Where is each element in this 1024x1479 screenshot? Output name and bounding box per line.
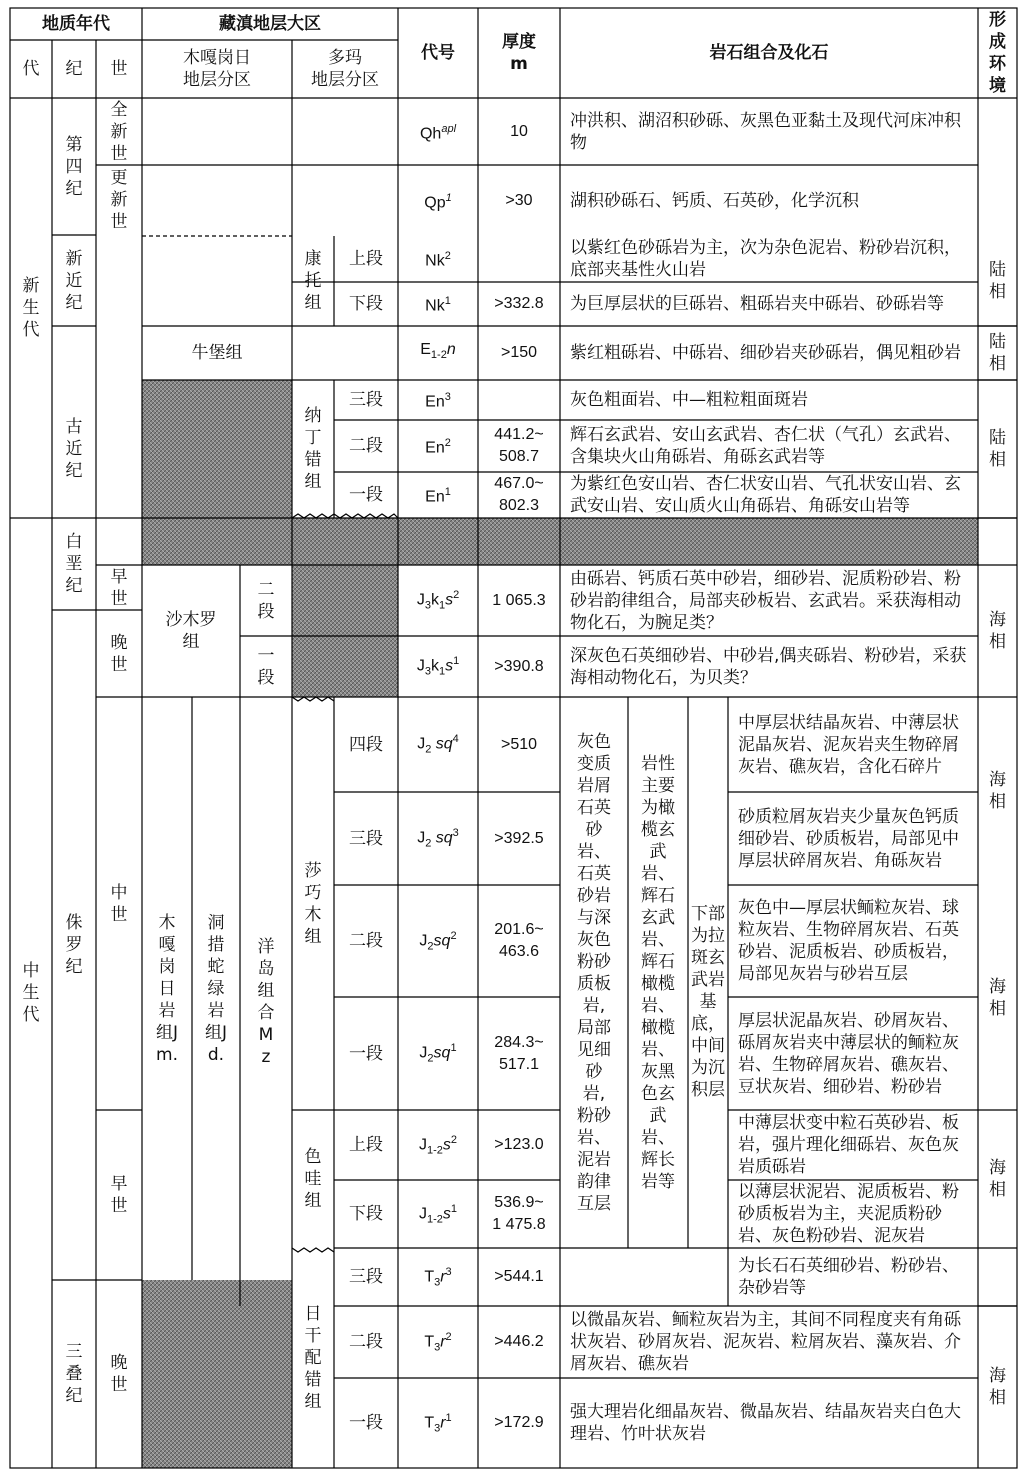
unit-sq-3: 三段 [349, 828, 383, 849]
env-sewa: 海相 [989, 1158, 1006, 1200]
env-neogene: 陆相 [989, 260, 1006, 302]
unit-sewa: 色哇组 [304, 1147, 322, 1211]
code-sq1: $J_2sq^1$ [419, 1042, 457, 1065]
unit-shamuluo-2: 二段 [257, 579, 275, 622]
lithology-yangdao: 下部为拉斑玄武岩基底，中间为沉积层 [691, 903, 725, 1100]
epoch-late-jurassic: 晚世 [110, 632, 128, 675]
code-r1: $T_3r^1$ [424, 1411, 452, 1435]
epoch-holocene: 全新世 [110, 99, 128, 164]
period-cretaceous: 白垩纪 [65, 532, 83, 596]
thickness-r3: >544.1 [494, 1268, 544, 1285]
unit-nading-1: 一段 [349, 485, 383, 505]
header-env: 形成环境 [989, 10, 1006, 96]
unit-shamuluo: 沙木罗组 [165, 610, 217, 652]
period-paleogene: 古近纪 [65, 417, 83, 481]
unit-nading-2: 二段 [349, 436, 383, 456]
unit-shamuluo-1: 一段 [257, 645, 275, 688]
header-lithology: 岩石组合及化石 [709, 43, 829, 63]
lithology-r2: 以微晶灰岩、鲕粒灰岩为主，其间不同程度夹有角砾状灰岩、砂屑灰岩、泥灰岩、粒屑灰岩、藻灰岩、介屑灰岩、礁灰岩 [570, 1310, 961, 1374]
lithology-mugagangri: 灰色变质岩屑石英砂岩、石英砂岩与深灰色粉砂质板岩,局部见细砂岩,粉砂岩、泥岩韵律互层 [577, 731, 611, 1214]
thickness-r2: >446.2 [494, 1333, 544, 1350]
thickness-en2: 441.2~ 508.7 [494, 426, 544, 465]
header-muga: 木嘎岗日 地层分区 [183, 48, 251, 90]
epoch-pleistocene: 更新世 [110, 168, 128, 232]
code-j3k1s1: $J_3k_1s^1$ [416, 655, 460, 678]
thickness-j3k1s2: 1 065.3 [492, 591, 546, 609]
code-en1: En$^1$ [425, 486, 451, 506]
unit-kangtuo-upper: 上段 [349, 249, 383, 269]
lithology-sq2: 灰色中—厚层状鲕粒灰岩、球粒灰岩、生物碎屑灰岩、石英砂岩、泥质板岩、砂质板岩，局部见灰岩与砂岩互层 [738, 898, 959, 984]
lithology-dongcuo: 岩性主要为橄榄玄武岩、辉石玄武岩、辉石橄榄岩、橄榄岩、灰黑色玄武岩、辉长岩等 [641, 753, 675, 1192]
code-r2: $T_3r^2$ [424, 1330, 452, 1354]
unit-sewa-lower: 下段 [349, 1204, 383, 1224]
env-sq-upper: 海相 [989, 770, 1006, 812]
header-duoma: 多玛 地层分区 [311, 48, 379, 90]
thickness-sq1: 284.3~ 517.1 [494, 1033, 544, 1073]
era-cenozoic: 新生代 [22, 276, 40, 340]
lithology-r3: 为长石石英细砂岩、粉砂岩、杂砂岩等 [738, 1256, 959, 1298]
lithology-j3k1s2: 由砾岩、钙质石英中砂岩，细砂岩、泥质粉砂岩、粉砂岩韵律组合，局部夹砂板岩、玄武岩。采获海相动物化石，为腕足类？ [570, 568, 961, 633]
code-s2: $J_{1-2}s^2$ [418, 1133, 458, 1157]
env-riganpei: 海相 [989, 1366, 1006, 1408]
code-e12n: $E_{1-2}n$ [420, 341, 456, 362]
code-sq4: $J_2$ $sq^4$ [417, 733, 459, 756]
unit-sq-1: 一段 [349, 1043, 383, 1064]
header-epoch: 世 [110, 59, 128, 79]
unit-kangtuo-lower: 下段 [349, 294, 383, 314]
unit-sq-2: 二段 [349, 931, 383, 951]
lithology-sq3: 砂质粒屑灰岩夹少量灰色钙质细砂岩、砂质板岩，局部见中厚层状碎屑灰岩、角砾灰岩 [738, 806, 959, 871]
lithology-nk1: 为巨厚层状的巨砾岩、粗砾岩夹中砾岩、砂砾岩等 [570, 294, 944, 314]
unit-r-3: 三段 [349, 1267, 383, 1287]
lithology-r1: 强大理岩化细晶灰岩、微晶灰岩、结晶灰岩夹白色大理岩、竹叶状灰岩 [570, 1402, 961, 1444]
lithology-j3k1s1: 深灰色石英细砂岩、中砂岩,偶夹砾岩、粉砂岩，采获海相动物化石，为贝类？ [570, 645, 967, 688]
code-s1: $J_{1-2}s^1$ [418, 1202, 458, 1226]
code-sq2: $J_2sq^2$ [419, 929, 457, 953]
env-shamuluo: 海相 [989, 610, 1006, 652]
period-neogene: 新近纪 [65, 248, 83, 313]
hatch-block [142, 1280, 292, 1468]
thickness-nk1: >332.8 [494, 295, 544, 312]
header-code: 代号 [421, 43, 455, 63]
thickness-sq2: 201.6~ 463.6 [494, 921, 544, 960]
thickness-s2: >123.0 [494, 1136, 544, 1153]
lithology-en3: 灰色粗面岩、中—粗粒粗面斑岩 [570, 390, 808, 410]
code-nk2: Nk$^2$ [425, 250, 451, 270]
lithology-nk2: 以紫红色砂砾岩为主，次为杂色泥岩、粉砂岩沉积，底部夹基性火山岩 [570, 238, 961, 280]
thickness-qh: 10 [510, 122, 528, 140]
unit-sewa-upper: 上段 [349, 1135, 383, 1155]
unit-r-1: 一段 [349, 1413, 383, 1433]
code-j3k1s2: $J_3k_1s^2$ [416, 589, 460, 612]
lithology-sq1: 厚层状泥晶灰岩、砂屑灰岩、砾屑灰岩夹中薄层状的鲕粒灰岩、生物碎屑灰岩、礁灰岩、豆状灰岩、细砂岩、粉砂岩 [738, 1010, 959, 1097]
thickness-qp: >30 [505, 191, 533, 209]
env-nading: 陆相 [989, 428, 1006, 470]
lithology-s2: 中薄层状变中粒石英砂岩、板岩，强片理化细砾岩、灰色灰岩质砾岩 [738, 1113, 959, 1177]
unit-sq-4: 四段 [349, 734, 383, 755]
header-period: 纪 [65, 59, 83, 79]
unit-niubao: 牛堡组 [191, 343, 243, 363]
epoch-late-triassic: 晚世 [110, 1353, 128, 1395]
unit-shaqiaomu: 莎巧木组 [304, 860, 322, 947]
hatch-block [292, 565, 398, 697]
lithology-s1: 以薄层状泥岩、泥质板岩、粉砂质板岩为主，夹泥质粉砂岩、灰色粉砂岩、泥灰岩 [738, 1182, 959, 1246]
code-en3: En$^3$ [425, 391, 451, 411]
header-era: 代 [22, 59, 40, 79]
lithology-sq4: 中厚层状结晶灰岩、中薄层状泥晶灰岩、泥灰岩夹生物碎屑灰岩、礁灰岩，含化石碎片 [738, 712, 959, 777]
lithology-qh: 冲洪积、湖沼积砂砾、灰黑色亚黏土及现代河床冲积物 [570, 110, 961, 153]
lithology-en2: 辉石玄武岩、安山玄武岩、杏仁状（气孔）玄武岩、含集块火山角砾岩、角砾玄武岩等 [570, 425, 961, 467]
thickness-r1: >172.9 [494, 1414, 544, 1431]
period-quaternary: 第四纪 [65, 134, 83, 199]
lithology-en1: 为紫红色安山岩、杏仁状安山岩、气孔状安山岩、玄武安山岩、安山质火山角砾岩、角砾安山岩等 [570, 474, 961, 516]
unit-dongcuo: 洞措蛇绿岩组Jd. [205, 912, 228, 1065]
thickness-s1: 536.9~ 1 475.8 [492, 1194, 546, 1233]
epoch-early-jurassic: 早世 [110, 1174, 128, 1216]
epoch-early-cretaceous: 早世 [110, 566, 128, 609]
env-niubao: 陆相 [989, 332, 1006, 374]
env-sq-lower: 海相 [989, 976, 1006, 1019]
header-thickness: 厚度 m [502, 32, 536, 74]
thickness-j3k1s1: >390.8 [494, 657, 544, 675]
thickness-e12n: >150 [500, 344, 538, 361]
unit-mugagangri: 木嘎岗日岩组Jm. [156, 912, 179, 1065]
thickness-sq4: >510 [500, 735, 538, 753]
lithology-e12n: 紫红粗砾岩、中砾岩、细砂岩夹砂砾岩，偶见粗砂岩 [570, 343, 961, 363]
code-en2: En$^2$ [425, 437, 451, 457]
unit-riganpei: 日干配错组 [304, 1304, 322, 1412]
header-geo-age: 地质年代 [42, 14, 110, 34]
epoch-middle-jurassic: 中世 [110, 882, 128, 925]
lithology-qp: 湖积砂砾石、钙质、石英砂，化学沉积 [570, 190, 859, 211]
code-qh: $Qh^{apl}$ [419, 122, 457, 143]
period-jurassic: 侏罗纪 [65, 913, 83, 977]
thickness-en1: 467.0~ 802.3 [494, 475, 544, 514]
era-mesozoic: 中生代 [22, 961, 40, 1025]
unit-kangtuo: 康托组 [304, 249, 322, 313]
unit-yangdao: 洋岛组合Mz [257, 936, 275, 1067]
code-nk1: Nk$^1$ [425, 295, 451, 315]
code-r3: $T_3r^3$ [424, 1265, 452, 1289]
thickness-sq3: >392.5 [494, 829, 544, 847]
period-triassic: 三叠纪 [65, 1342, 83, 1406]
header-stratum-region: 藏滇地层大区 [219, 14, 321, 34]
unit-nading-3: 三段 [349, 390, 383, 410]
unit-nading: 纳丁错组 [304, 406, 322, 492]
code-qp: Qp$^1$ [424, 191, 452, 212]
unit-r-2: 二段 [349, 1332, 383, 1352]
code-sq3: $J_2$ $sq^3$ [417, 827, 459, 850]
hatch-block [142, 380, 292, 518]
